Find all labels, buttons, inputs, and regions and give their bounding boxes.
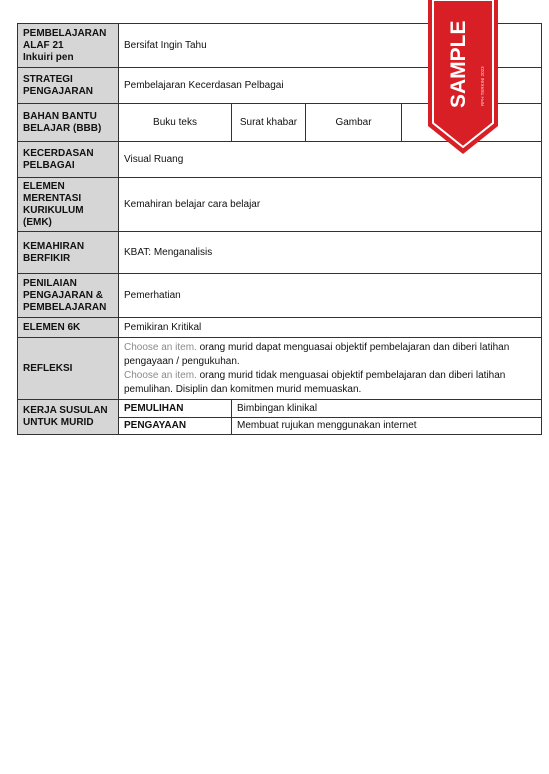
label-line: PENGAJARAN &	[23, 289, 104, 301]
label-penilaian	[18, 274, 119, 318]
label-line: STRATEGI	[23, 73, 73, 85]
row-refleksi	[18, 338, 542, 400]
choose-item-dropdown-1[interactable]: Choose an item.	[124, 341, 197, 353]
row-kemahiran	[18, 232, 542, 274]
sample-stamp	[428, 0, 498, 154]
label-line: PELBAGAI	[23, 159, 75, 171]
label-line: KEMAHIRAN	[23, 240, 85, 252]
kerja-key-pemulihan: PEMULIHAN	[119, 400, 232, 418]
label-line: PENGAJARAN	[23, 85, 94, 97]
label-emk	[18, 178, 119, 232]
bbb-item-3[interactable]: Gambar	[306, 104, 402, 142]
label-line: KURIKULUM	[23, 204, 84, 216]
label-line: BERFIKIR	[23, 252, 71, 264]
refleksi-line-1	[124, 341, 536, 355]
label-pembelajaran	[18, 24, 119, 68]
label-kecerdasan	[18, 142, 119, 178]
label-line: Inkuiri pen	[23, 51, 74, 63]
bbb-item-1[interactable]: Buku teks	[119, 104, 232, 142]
choose-item-dropdown-2[interactable]: Choose an item.	[124, 369, 197, 381]
value-kemahiran[interactable]: KBAT: Menganalisis	[119, 232, 542, 274]
label-kemahiran	[18, 232, 119, 274]
refleksi-line-2	[124, 369, 536, 383]
stamp-text: SAMPLE	[447, 20, 470, 108]
label-line: ELEMEN	[23, 180, 65, 192]
refleksi-cont-2: pemulihan. Disiplin dan komitmen murid memuaskan.	[124, 383, 362, 395]
refleksi-cont-1: pengayaan / pengukuhan.	[124, 355, 240, 367]
refleksi-text-2: orang murid tidak menguasai objektif pembelajaran dan diberi latihan	[196, 369, 506, 381]
bbb-item-2[interactable]: Surat khabar	[232, 104, 306, 142]
label-line: MERENTASI	[23, 192, 82, 204]
kerja-value-pemulihan[interactable]: Bimbingan klinikal	[232, 400, 542, 418]
label-line: BELAJAR (BBB)	[23, 122, 102, 134]
value-refleksi	[119, 338, 542, 400]
label-strategi	[18, 68, 119, 104]
label-line: UNTUK MURID	[23, 417, 94, 428]
refleksi-text-1: orang murid dapat menguasai objektif pembelajaran dan diberi latihan	[196, 341, 510, 353]
value-strategi[interactable]: Pembelajaran Kecerdasan Pelbagai	[119, 68, 542, 104]
row-elemen-6k	[18, 318, 542, 338]
label-kerja	[18, 400, 119, 435]
label-elemen-6k: ELEMEN 6K	[18, 318, 119, 338]
label-line: KERJA SUSULAN	[23, 405, 108, 416]
label-line: ALAF 21	[23, 39, 64, 51]
value-elemen-6k[interactable]: Pemikiran Kritikal	[119, 318, 542, 338]
row-kerja-1	[18, 400, 542, 418]
value-penilaian[interactable]: Pemerhatian	[119, 274, 542, 318]
label-line: PEMBELAJARAN	[23, 301, 107, 313]
label-line: BAHAN BANTU	[23, 110, 97, 122]
label-refleksi: REFLEKSI	[18, 338, 119, 400]
label-line: PENILAIAN	[23, 277, 77, 289]
label-line: PEMBELAJARAN	[23, 27, 107, 39]
value-pembelajaran[interactable]: Bersifat Ingin Tahu	[119, 24, 542, 68]
value-emk[interactable]: Kemahiran belajar cara belajar	[119, 178, 542, 232]
label-line: (EMK)	[23, 216, 52, 228]
row-emk	[18, 178, 542, 232]
stamp-small-text: RPH TERKINI 2023	[480, 66, 485, 106]
kerja-value-pengayaan[interactable]: Membuat rujukan menggunakan internet	[232, 418, 542, 435]
value-kecerdasan[interactable]: Visual Ruang	[119, 142, 542, 178]
row-penilaian	[18, 274, 542, 318]
label-line: KECERDASAN	[23, 147, 94, 159]
kerja-key-pengayaan: PENGAYAAN	[119, 418, 232, 435]
label-bbb	[18, 104, 119, 142]
